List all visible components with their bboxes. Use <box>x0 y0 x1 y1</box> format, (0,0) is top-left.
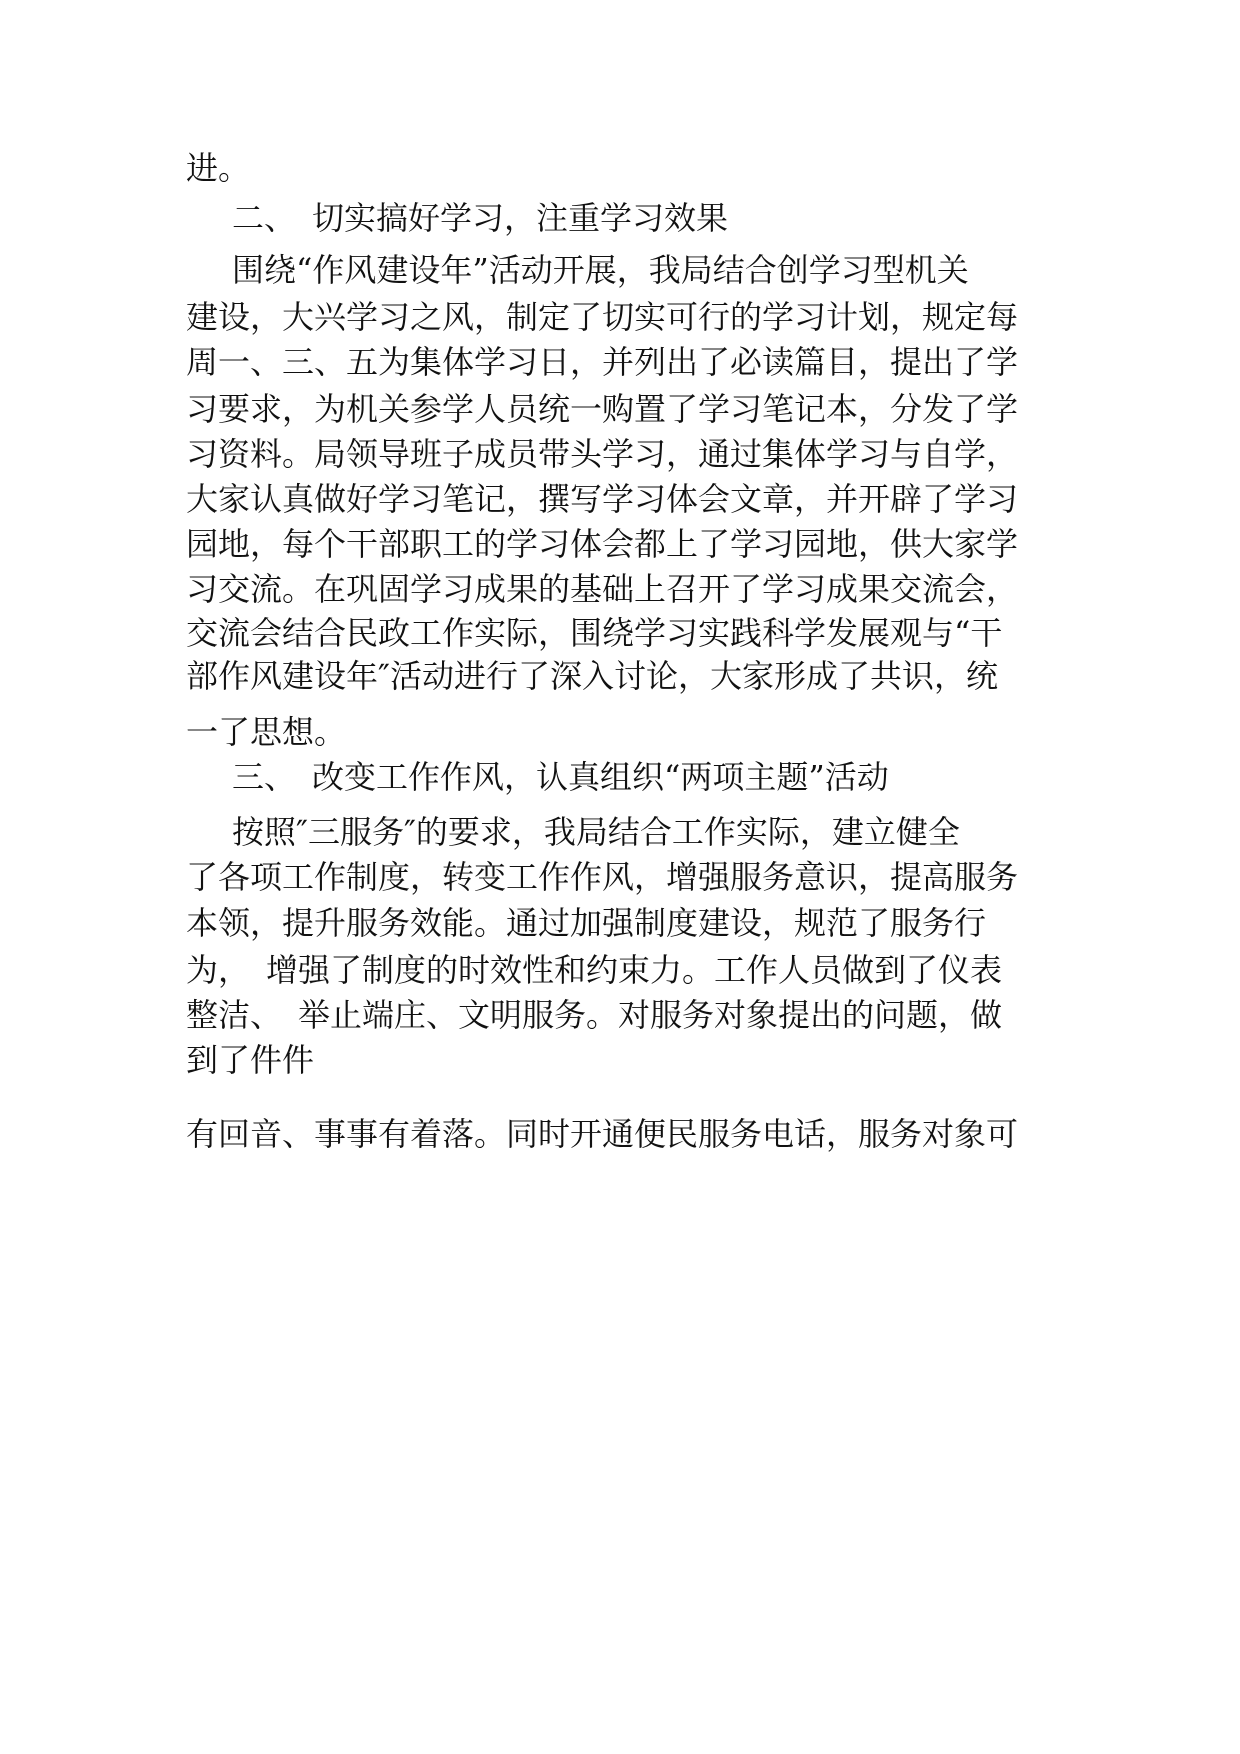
paragraph-line: 有回音、事事有着落。同时开通便民服务电话，服务对象可 <box>186 1115 1019 1153</box>
paragraph-line: 交流会结合民政工作实际，围绕学习实践科学发展观与“干 <box>186 614 1003 652</box>
paragraph-line: 为， 增强了制度的时效性和约束力。工作人员做到了仪表 <box>186 951 1003 989</box>
paragraph-line: 习交流。在巩固学习成果的基础上召开了学习成果交流会， <box>186 570 1019 608</box>
paragraph-line: 习要求，为机关参学人员统一购置了学习笔记本，分发了学 <box>186 390 1019 428</box>
paragraph-line: 大家认真做好学习笔记，撰写学习体会文章，并开辟了学习 <box>186 480 1019 518</box>
section-heading-2: 二、 切实搞好学习，注重学习效果 <box>232 199 729 237</box>
paragraph-line: 园地，每个干部职工的学习体会都上了学习园地，供大家学 <box>186 525 1019 563</box>
paragraph-line: 习资料。局领导班子成员带头学习，通过集体学习与自学， <box>186 435 1019 473</box>
paragraph-line: 围绕“作风建设年”活动开展，我局结合创学习型机关 <box>232 251 969 289</box>
paragraph-line: 建设，大兴学习之风，制定了切实可行的学习计划，规定每 <box>186 298 1019 336</box>
paragraph-line: 本领，提升服务效能。通过加强制度建设，规范了服务行 <box>186 904 987 942</box>
paragraph-line: 周一、三、五为集体学习日，并列出了必读篇目，提出了学 <box>186 343 1019 381</box>
paragraph-line: 整洁、 举止端庄、文明服务。对服务对象提出的问题，做 <box>186 996 1003 1034</box>
paragraph-line: 了各项工作制度，转变工作作风，增强服务意识，提高服务 <box>186 858 1019 896</box>
paragraph-line: 到了件件 <box>186 1041 315 1079</box>
section-heading-3: 三、 改变工作作风，认真组织“两项主题”活动 <box>232 758 889 796</box>
paragraph-line: 部作风建设年″活动进行了深入讨论，大家形成了共识，统 <box>186 657 998 695</box>
paragraph-line: 按照″三服务″的要求，我局结合工作实际，建立健全 <box>232 813 960 851</box>
paragraph-line: 一了思想。 <box>186 713 347 751</box>
text-line: 进。 <box>186 149 251 187</box>
